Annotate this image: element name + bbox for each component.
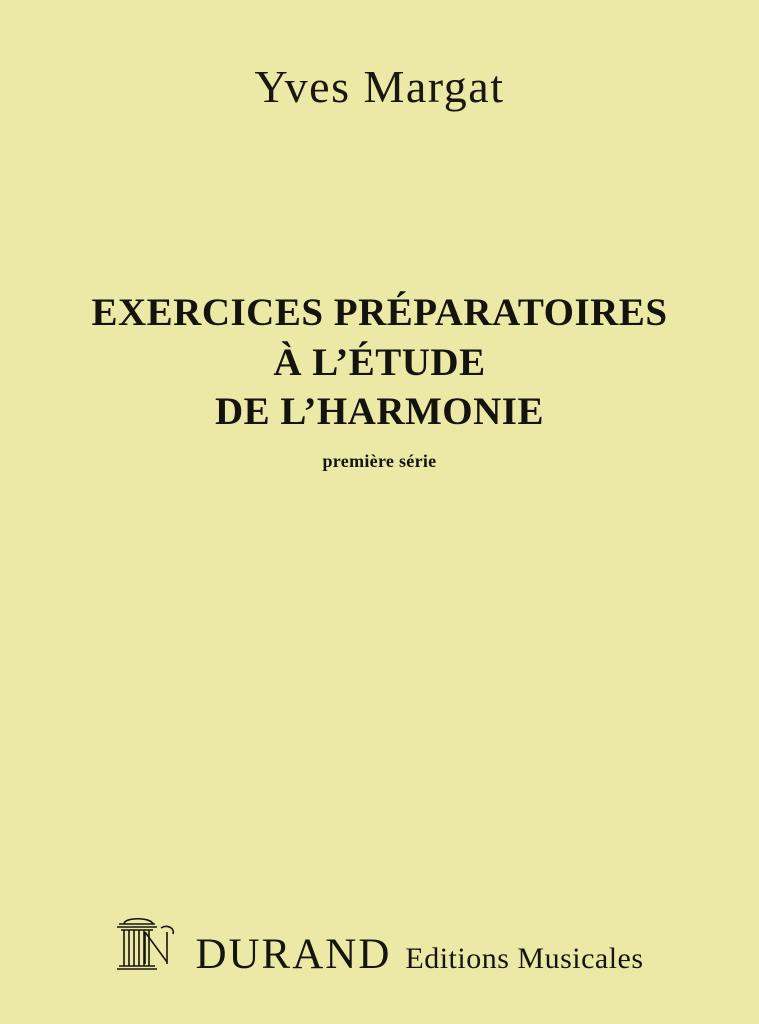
page-title-line-2: À L’ÉTUDE bbox=[273, 340, 486, 384]
publisher-block bbox=[0, 912, 759, 976]
page-title-line-3: DE L’HARMONIE bbox=[214, 390, 544, 434]
publisher-descriptor: Editions Musicales bbox=[405, 942, 644, 975]
author-name: Yves Margat bbox=[254, 61, 505, 112]
title-block bbox=[0, 288, 759, 473]
page-title-line-1: EXERCICES PRÉPARATOIRES bbox=[91, 290, 668, 334]
durand-column-logo-icon bbox=[115, 912, 181, 974]
page-subtitle: première série bbox=[322, 451, 437, 472]
publisher-name: DURAND bbox=[195, 931, 392, 978]
